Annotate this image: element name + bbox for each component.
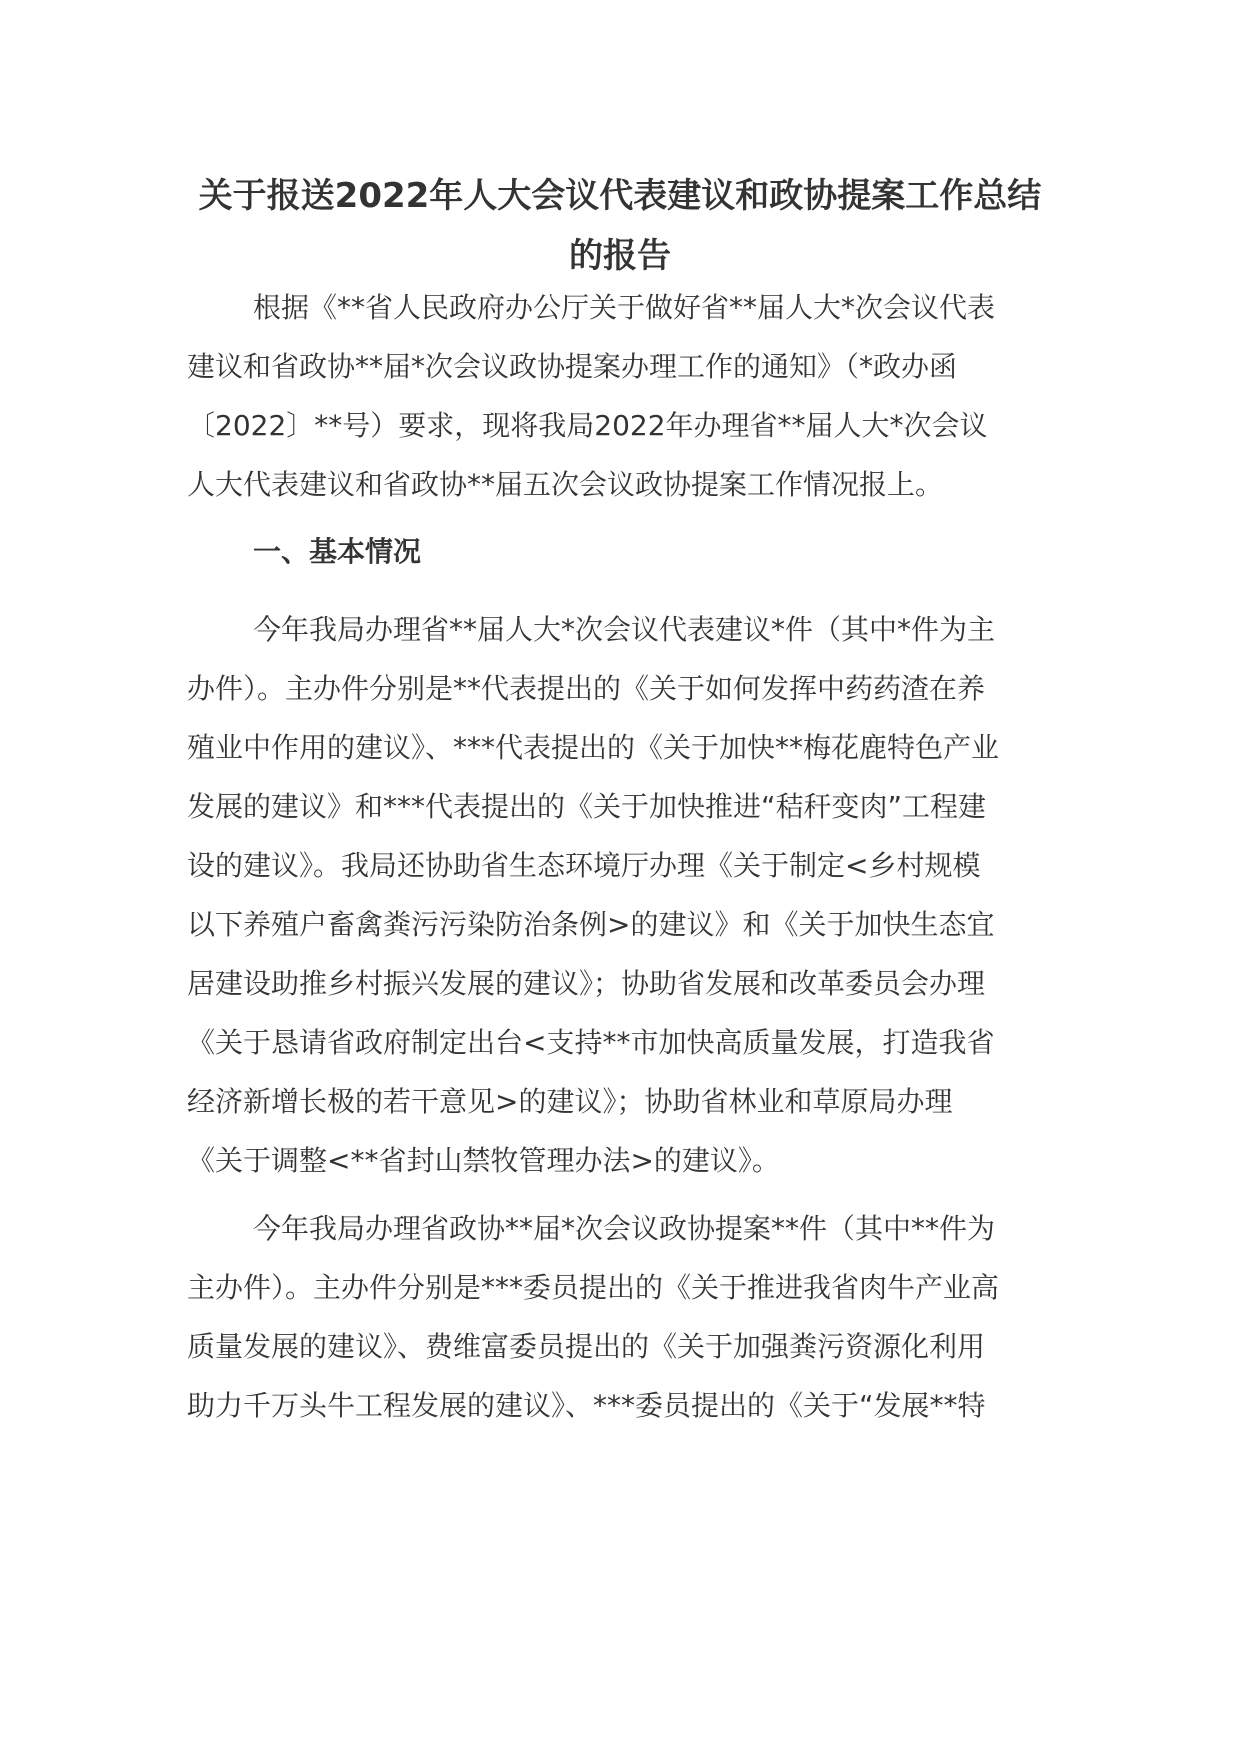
para1-line-9: 经济新增长极的若干意见>的建议》；协助省林业和草原局办理	[187, 1085, 953, 1118]
para1-line-1: 今年我局办理省**届人大*次会议代表建议*件（其中*件为主	[253, 613, 996, 646]
intro-line-4: 人大代表建议和省政协**届五次会议政协提案工作情况报上。	[187, 468, 944, 501]
para1-line-3: 殖业中作用的建议》、***代表提出的《关于加快**梅花鹿特色产业	[187, 731, 1000, 764]
intro-line-1: 根据《**省人民政府办公厅关于做好省**届人大*次会议代表	[253, 291, 996, 324]
para2-line-2: 主办件）。主办件分别是***委员提出的《关于推进我省肉牛产业高	[187, 1271, 1000, 1304]
para2-line-3: 质量发展的建议》、费维富委员提出的《关于加强粪污资源化利用	[187, 1330, 986, 1363]
para1-line-8: 《关于恳请省政府制定出台<支持**市加快高质量发展，打造我省	[187, 1026, 995, 1059]
para1-line-5: 设的建议》。我局还协助省生态环境厅办理《关于制定<乡村规模	[187, 849, 981, 882]
para2-line-1: 今年我局办理省政协**届*次会议政协提案**件（其中**件为	[253, 1212, 996, 1245]
document-title-line-2: 的报告	[569, 236, 671, 276]
document-title-line-1: 关于报送2022年人大会议代表建议和政协提案工作总结	[198, 176, 1042, 216]
para1-line-6: 以下养殖户畜禽粪污污染防治条例>的建议》和《关于加快生态宜	[187, 908, 995, 941]
para1-line-7: 居建设助推乡村振兴发展的建议》；协助省发展和改革委员会办理	[187, 967, 986, 1000]
para1-line-4: 发展的建议》和***代表提出的《关于加快推进“秸秆变肉”工程建	[187, 790, 987, 823]
intro-line-2: 建议和省政协**届*次会议政协提案办理工作的通知》（*政办函	[187, 350, 958, 383]
para1-line-10: 《关于调整<**省封山禁牧管理办法>的建议》。	[187, 1144, 780, 1177]
section-heading-basic: 一、基本情况	[253, 535, 422, 568]
para1-line-2: 办件）。主办件分别是**代表提出的《关于如何发挥中药药渣在养	[187, 672, 986, 705]
para2-line-4: 助力千万头牛工程发展的建议》、***委员提出的《关于“发展**特	[187, 1389, 986, 1422]
intro-line-3: 〔2022〕**号）要求，现将我局2022年办理省**届人大*次会议	[187, 409, 988, 442]
